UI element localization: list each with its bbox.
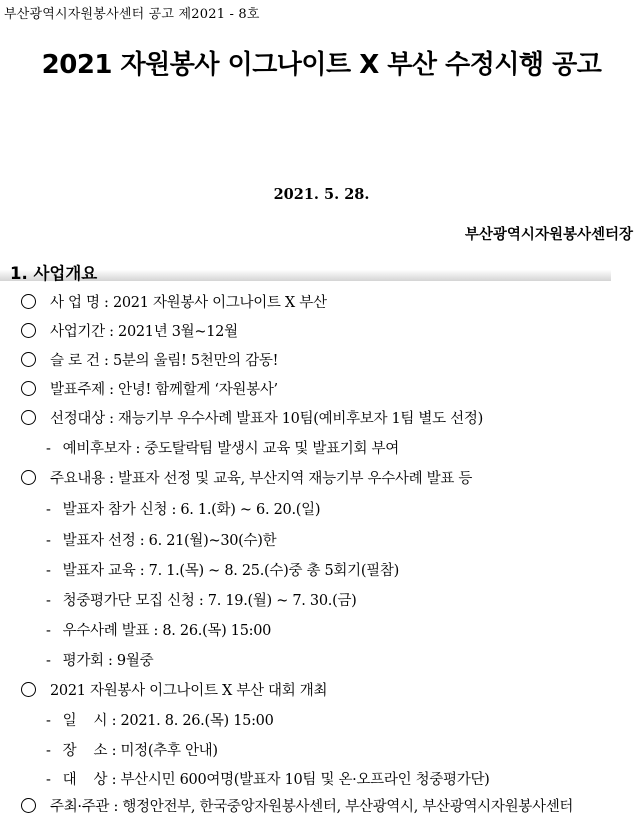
sub-list-item <box>46 739 218 760</box>
sub-list-item-text: 예비후보자 : 중도탈락팀 발생시 교육 및 발표기회 부여 <box>62 441 399 457</box>
dash-bullet: - <box>46 743 51 759</box>
list-item-text: 선정대상 : 재능기부 우수사례 발표자 10팀(예비후보자 1팀 별도 선정) <box>50 411 483 427</box>
sub-list-item <box>46 768 490 789</box>
list-item-text: 사업기간 : 2021년 3월~12월 <box>50 324 238 340</box>
circle-bullet-icon <box>21 323 36 338</box>
list-item <box>21 679 327 700</box>
circle-bullet-icon <box>21 470 36 485</box>
list-item-text: 주최·주관 : 행정안전부, 한국중앙자원봉사센터, 부산광역시, 부산광역시자원봉사센터 <box>50 799 574 815</box>
list-item-text: 발표주제 : 안녕! 함께할게 ‘자원봉사’ <box>50 382 278 398</box>
notice-number: 부산광역시자원봉사센터 공고 제2021 - 8호 <box>4 7 260 22</box>
sub-list-item-text: 일 시 : 2021. 8. 26.(목) 15:00 <box>62 713 274 729</box>
list-item <box>21 378 278 399</box>
dash-bullet: - <box>46 713 51 729</box>
list-item <box>21 407 483 428</box>
sub-list-item-text: 대 상 : 부산시민 600여명(발표자 10팀 및 온·오프라인 청중평가단) <box>62 772 490 788</box>
circle-bullet-icon <box>21 381 36 396</box>
sub-list-item-text: 발표자 참가 신청 : 6. 1.(화) ~ 6. 20.(일) <box>62 502 321 518</box>
circle-bullet-icon <box>21 410 36 425</box>
dash-bullet: - <box>46 563 51 579</box>
sub-list-item <box>46 619 271 640</box>
list-item <box>21 349 278 370</box>
page-title: 2021 자원봉사 이그나이트 X 부산 수정시행 공고 <box>41 50 602 80</box>
circle-bullet-icon <box>21 352 36 367</box>
dash-bullet: - <box>46 441 51 457</box>
list-item-text: 사 업 명 : 2021 자원봉사 이그나이트 X 부산 <box>50 295 327 311</box>
circle-bullet-icon <box>21 294 36 309</box>
sub-list-item-text: 발표자 교육 : 7. 1.(목) ~ 8. 25.(수)중 총 5회기(필참) <box>62 563 399 579</box>
sub-list-item <box>46 437 399 458</box>
dash-bullet: - <box>46 502 51 518</box>
dash-bullet: - <box>46 653 51 669</box>
dash-bullet: - <box>46 593 51 609</box>
circle-bullet-icon <box>21 798 36 813</box>
dash-bullet: - <box>46 533 51 549</box>
section-title: 1. 사업개요 <box>10 264 98 283</box>
sub-list-item <box>46 498 320 519</box>
list-item <box>21 320 238 341</box>
list-item-text: 2021 자원봉사 이그나이트 X 부산 대회 개최 <box>50 683 328 699</box>
notice-date: 2021. 5. 28. <box>273 186 370 203</box>
sub-list-item-text: 장 소 : 미정(추후 안내) <box>62 743 218 759</box>
issuer-signature: 부산광역시자원봉사센터장 <box>464 226 633 243</box>
sub-list-item-text: 청중평가단 모집 신청 : 7. 19.(월) ~ 7. 30.(금) <box>62 593 357 609</box>
sub-list-item <box>46 649 153 670</box>
sub-list-item-text: 발표자 선정 : 6. 21(월)~30(수)한 <box>62 533 277 549</box>
sub-list-item-text: 우수사례 발표 : 8. 26.(목) 15:00 <box>62 623 272 639</box>
sub-list-item <box>46 589 357 610</box>
dash-bullet: - <box>46 772 51 788</box>
sub-list-item-text: 평가회 : 9월중 <box>62 653 154 669</box>
list-item-text: 주요내용 : 발표자 선정 및 교육, 부산지역 재능기부 우수사례 발표 등 <box>50 471 473 487</box>
circle-bullet-icon <box>21 682 36 697</box>
list-item <box>21 467 472 488</box>
list-item <box>21 795 573 816</box>
sub-list-item <box>46 709 274 730</box>
list-item <box>21 291 327 312</box>
sub-list-item <box>46 529 276 550</box>
sub-list-item <box>46 559 399 580</box>
dash-bullet: - <box>46 623 51 639</box>
list-item-text: 슬 로 건 : 5분의 울림! 5천만의 감동! <box>50 353 279 369</box>
